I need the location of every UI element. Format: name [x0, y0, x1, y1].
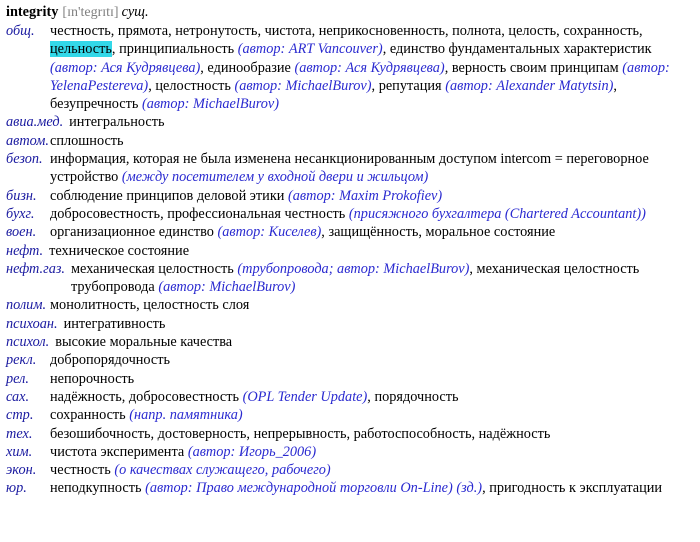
usage-note[interactable]: (трубопровода; автор: MichaelBurov)	[237, 260, 470, 277]
entry-row	[6, 132, 694, 150]
entry-row	[6, 187, 694, 205]
transcription: [ɪn'tegrɪtɪ]	[62, 5, 119, 20]
entry-row	[6, 22, 694, 113]
usage-note[interactable]: (автор: Киселев)	[217, 224, 322, 241]
entry-row	[6, 242, 694, 260]
translations: надёжность, добросовестность (OPL Tender Update), порядочность	[50, 388, 459, 405]
usage-note[interactable]: (автор: Право международной торговли On-Line) (зд.)	[145, 480, 483, 497]
headword: integrity	[6, 4, 59, 20]
entry-row	[6, 205, 694, 223]
translations: безошибочность, достоверность, непрерывность, работоспособность, надёжность	[50, 425, 551, 442]
translations	[64, 315, 694, 333]
translation-link[interactable]: надёжность	[478, 425, 551, 442]
translation-link[interactable]: безошибочность	[50, 425, 151, 442]
translation-link[interactable]: чистота	[264, 23, 312, 39]
usage-note[interactable]: (автор: Alexander Matytsin)	[445, 77, 614, 94]
domain-label[interactable]: нефт.газ.	[6, 260, 65, 277]
translations	[50, 187, 694, 205]
entry-row	[6, 333, 694, 351]
entry-row	[6, 315, 694, 333]
domain-label[interactable]: сах.	[6, 388, 30, 405]
translation-link[interactable]: принципиальность	[119, 41, 235, 58]
translation-link[interactable]: полнота	[452, 23, 502, 39]
translation-link[interactable]: техническое состояние	[49, 242, 190, 259]
translations	[55, 333, 694, 351]
domain-label[interactable]: стр.	[6, 407, 34, 424]
translations: честность, прямота, нетронутость, чистота, неприкосновенность, полнота, целость, сохранность, цельность, принципиальность (автор: ART Vancouver), единство фундаментальных характеристик (автор: Ася Кудрявцева), единообразие (автор: Ася Кудрявцева), верность своим принципам (автор: YelenaPestereva), целостность (автор: MichaelBurov), репутация (автор: Alexander Matytsin), безупречность (автор: MichaelBurov)	[50, 23, 670, 113]
usage-note[interactable]: (присяжного бухгалтера (Chartered Accountant))	[348, 205, 646, 222]
translation-link[interactable]: неподкупность	[50, 480, 142, 497]
entry-row	[6, 406, 694, 424]
entry-row	[6, 479, 694, 497]
translation-link[interactable]: добросовестность, профессиональная честность	[50, 205, 346, 222]
domain-label[interactable]: тех.	[6, 425, 33, 442]
translation-link[interactable]: информация, которая не была изменена несанкционированным доступом intercom = переговорное устройство	[50, 151, 649, 186]
entry-row	[6, 425, 694, 443]
translation-link[interactable]: организационное единство	[50, 224, 214, 241]
translation-link[interactable]: защищённость	[328, 224, 419, 241]
headword-line	[6, 3, 694, 22]
usage-note[interactable]: (напр. памятника)	[129, 407, 243, 424]
domain-label[interactable]: нефт.	[6, 242, 44, 259]
translation-link[interactable]: надёжность, добросовестность	[50, 388, 239, 405]
entry-row	[6, 223, 694, 241]
entry-row	[6, 351, 694, 369]
entry-row	[6, 443, 694, 461]
translation-link[interactable]: целость	[508, 23, 557, 39]
entry-row	[6, 370, 694, 388]
translation-link[interactable]: неприкосновенность	[318, 23, 445, 39]
usage-note[interactable]: (автор: Maxim Prokofiev)	[288, 187, 443, 204]
translation-link[interactable]: интегральность	[69, 114, 165, 131]
usage-note[interactable]: (о качествах служащего, рабочего)	[114, 462, 331, 479]
translation-link[interactable]: добропорядочность	[50, 352, 171, 369]
translation-link[interactable]: честность	[50, 462, 111, 479]
domain-label[interactable]: психол.	[6, 334, 50, 351]
translation-link[interactable]: порядочность	[374, 388, 459, 405]
usage-note[interactable]: (автор: Ася Кудрявцева)	[50, 59, 201, 76]
translation-link[interactable]: нетронутость	[175, 23, 258, 39]
translation-link[interactable]: целостность	[155, 77, 231, 94]
domain-label[interactable]: бизн.	[6, 187, 37, 204]
entry-row	[6, 296, 694, 314]
translation-link[interactable]: прямота	[117, 23, 169, 39]
domain-label[interactable]: автом.	[6, 132, 49, 149]
usage-note[interactable]: (автор: MichaelBurov)	[234, 77, 372, 94]
translation-link[interactable]: работоспособность	[353, 425, 472, 442]
translations	[50, 370, 694, 388]
translation-link[interactable]: сплошность	[50, 132, 124, 149]
domain-label[interactable]: хим.	[6, 443, 33, 460]
translation-link[interactable]: сохранность	[563, 23, 640, 39]
translations	[69, 113, 694, 131]
usage-note[interactable]: (между посетителем у входной двери и жильцом)	[121, 169, 429, 186]
domain-label[interactable]: авиа.мед.	[6, 114, 64, 131]
translation-link[interactable]: чистота эксперимента	[50, 443, 185, 460]
translation-link[interactable]: единство фундаментальных характеристик	[389, 41, 652, 58]
translation-link[interactable]: цельность	[50, 41, 112, 58]
entries-list	[6, 22, 694, 498]
translations	[50, 351, 694, 369]
usage-note[interactable]: (автор: Игорь_2006)	[187, 443, 317, 460]
translation-link[interactable]: непрерывность	[253, 425, 347, 442]
domain-label[interactable]: юр.	[6, 480, 27, 497]
translations: неподкупность (автор: Право международной торговли On-Line) (зд.), пригодность к эксплуатации	[50, 480, 663, 497]
translation-link[interactable]: сохранность	[50, 407, 126, 424]
translation-link[interactable]: целостность слоя	[143, 297, 250, 314]
translation-link[interactable]: соблюдение принципов деловой этики	[50, 187, 285, 204]
entry-row	[6, 461, 694, 479]
translation-link[interactable]: механическая целостность	[71, 260, 234, 277]
domain-label[interactable]: воен.	[6, 224, 37, 241]
translation-link[interactable]: непорочность	[50, 370, 135, 387]
usage-note[interactable]: (автор: YelenaPestereva)	[50, 59, 670, 94]
translation-link[interactable]: моральное состояние	[425, 224, 556, 241]
domain-label[interactable]: рел.	[6, 370, 29, 387]
translation-link[interactable]: пригодность к эксплуатации	[489, 480, 663, 497]
domain-label[interactable]: рекл.	[6, 352, 37, 369]
usage-note[interactable]: (автор: ART Vancouver)	[237, 41, 383, 58]
part-of-speech: сущ.	[121, 4, 149, 20]
usage-note[interactable]: (автор: Ася Кудрявцева)	[294, 59, 445, 76]
entry-row	[6, 150, 694, 187]
domain-label[interactable]: безоп.	[6, 151, 43, 168]
translation-link[interactable]: репутация	[378, 77, 442, 94]
usage-note[interactable]: (OPL Tender Update)	[242, 388, 368, 405]
translations	[50, 406, 694, 424]
translations	[50, 443, 694, 461]
translations: монолитность, целостность слоя	[50, 297, 250, 314]
translations	[50, 132, 694, 150]
domain-label[interactable]: экон.	[6, 462, 37, 479]
entry-row	[6, 260, 694, 297]
translation-link[interactable]: монолитность	[50, 297, 137, 314]
entry-row	[6, 113, 694, 131]
translation-link[interactable]: достоверность	[157, 425, 247, 442]
translations	[50, 461, 694, 479]
translation-link[interactable]: безупречность	[50, 96, 139, 113]
translations	[50, 205, 694, 223]
domain-label[interactable]: психоан.	[6, 315, 58, 332]
translation-link[interactable]: интегративность	[63, 315, 166, 332]
translation-link[interactable]: механическая целостность трубопровода	[71, 260, 640, 296]
domain-label[interactable]: общ.	[6, 23, 35, 39]
translation-link[interactable]: высокие моральные качества	[55, 334, 233, 351]
translations	[49, 242, 694, 260]
translations: механическая целостность (трубопровода; автор: MichaelBurov), механическая целостность трубопровода (автор: MichaelBurov)	[71, 260, 640, 296]
domain-label[interactable]: полим.	[6, 297, 47, 314]
usage-note[interactable]: (автор: MichaelBurov)	[141, 96, 280, 113]
translation-link[interactable]: единообразие	[207, 59, 291, 76]
translation-link[interactable]: честность	[50, 23, 111, 39]
domain-label[interactable]: бухг.	[6, 205, 35, 222]
entry-row	[6, 388, 694, 406]
translation-link[interactable]: верность своим принципам	[451, 59, 619, 76]
translations: организационное единство (автор: Киселев), защищённость, моральное состояние	[50, 224, 556, 241]
translations	[50, 150, 694, 187]
usage-note[interactable]: (автор: MichaelBurov)	[158, 279, 296, 296]
